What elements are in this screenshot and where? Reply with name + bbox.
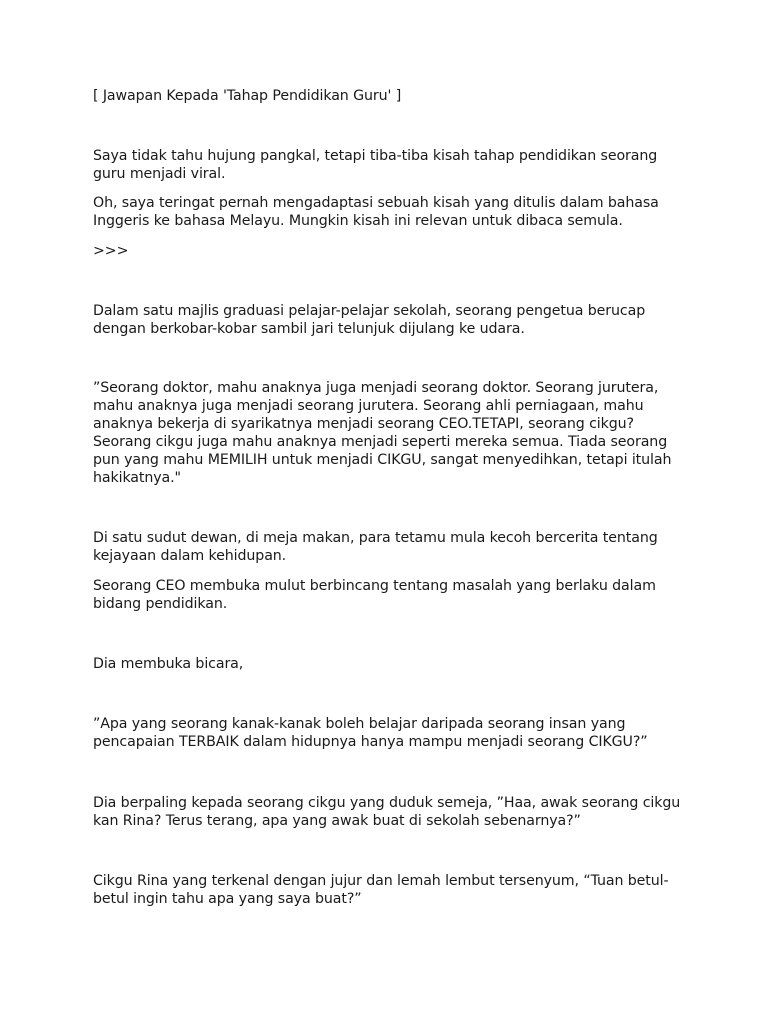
paragraph-dinner: Di satu sudut dewan, di meja makan, para tetamu mula kecoh bercerita tentang kejayaan dalam kehidupan. bbox=[93, 530, 658, 564]
paragraph-speaking: Dia membuka bicara, bbox=[93, 656, 244, 672]
document-heading: [ Jawapan Kepada 'Tahap Pendidikan Guru' ] bbox=[93, 88, 402, 104]
paragraph-ceo: Seorang CEO membuka mulut berbincang tentang masalah yang berlaku dalam bidang pendidikan. bbox=[93, 578, 656, 612]
paragraph-principal-speech: ”Seorang doktor, mahu anaknya juga menjadi seorang doktor. Seorang jurutera, mahu anaknya juga menjadi seorang jurutera. Seorang ahli perniagaan, mahu anaknya bekerja di syarikatnya menjadi seorang CEO.TETAPI, seorang cikgu? Seorang cikgu juga mahu anaknya menjadi seperti mereka semua. Tiada seorang pun yang mahu MEMILIH untuk menjadi CIKGU, sangat menyedihkan, tetapi itulah hakikatnya." bbox=[93, 380, 672, 486]
paragraph-adaptation: Oh, saya teringat pernah mengadaptasi sebuah kisah yang ditulis dalam bahasa Inggeris ke bahasa Melayu. Mungkin kisah ini relevan untuk dibaca semula. bbox=[93, 195, 659, 229]
paragraph-rina-reply: Cikgu Rina yang terkenal dengan jujur dan lemah lembut tersenyum, “Tuan betul-betul ingin tahu apa yang saya buat?” bbox=[93, 873, 669, 907]
paragraph-turn-to-rina: Dia berpaling kepada seorang cikgu yang duduk semeja, ”Haa, awak seorang cikgu kan Rina? Terus terang, apa yang awak buat di sekolah sebenarnya?” bbox=[93, 795, 681, 829]
paragraph-intro: Saya tidak tahu hujung pangkal, tetapi tiba-tiba kisah tahap pendidikan seorang guru menjadi viral. bbox=[93, 148, 658, 182]
paragraph-graduation: Dalam satu majlis graduasi pelajar-pelajar sekolah, seorang pengetua berucap dengan berkobar-kobar sambil jari telunjuk dijulang ke udara. bbox=[93, 303, 646, 337]
paragraph-separator: >>> bbox=[93, 243, 129, 259]
paragraph-ceo-question: ”Apa yang seorang kanak-kanak boleh belajar daripada seorang insan yang pencapaian TERBAIK dalam hidupnya hanya mampu menjadi seorang CIKGU?” bbox=[93, 716, 648, 750]
